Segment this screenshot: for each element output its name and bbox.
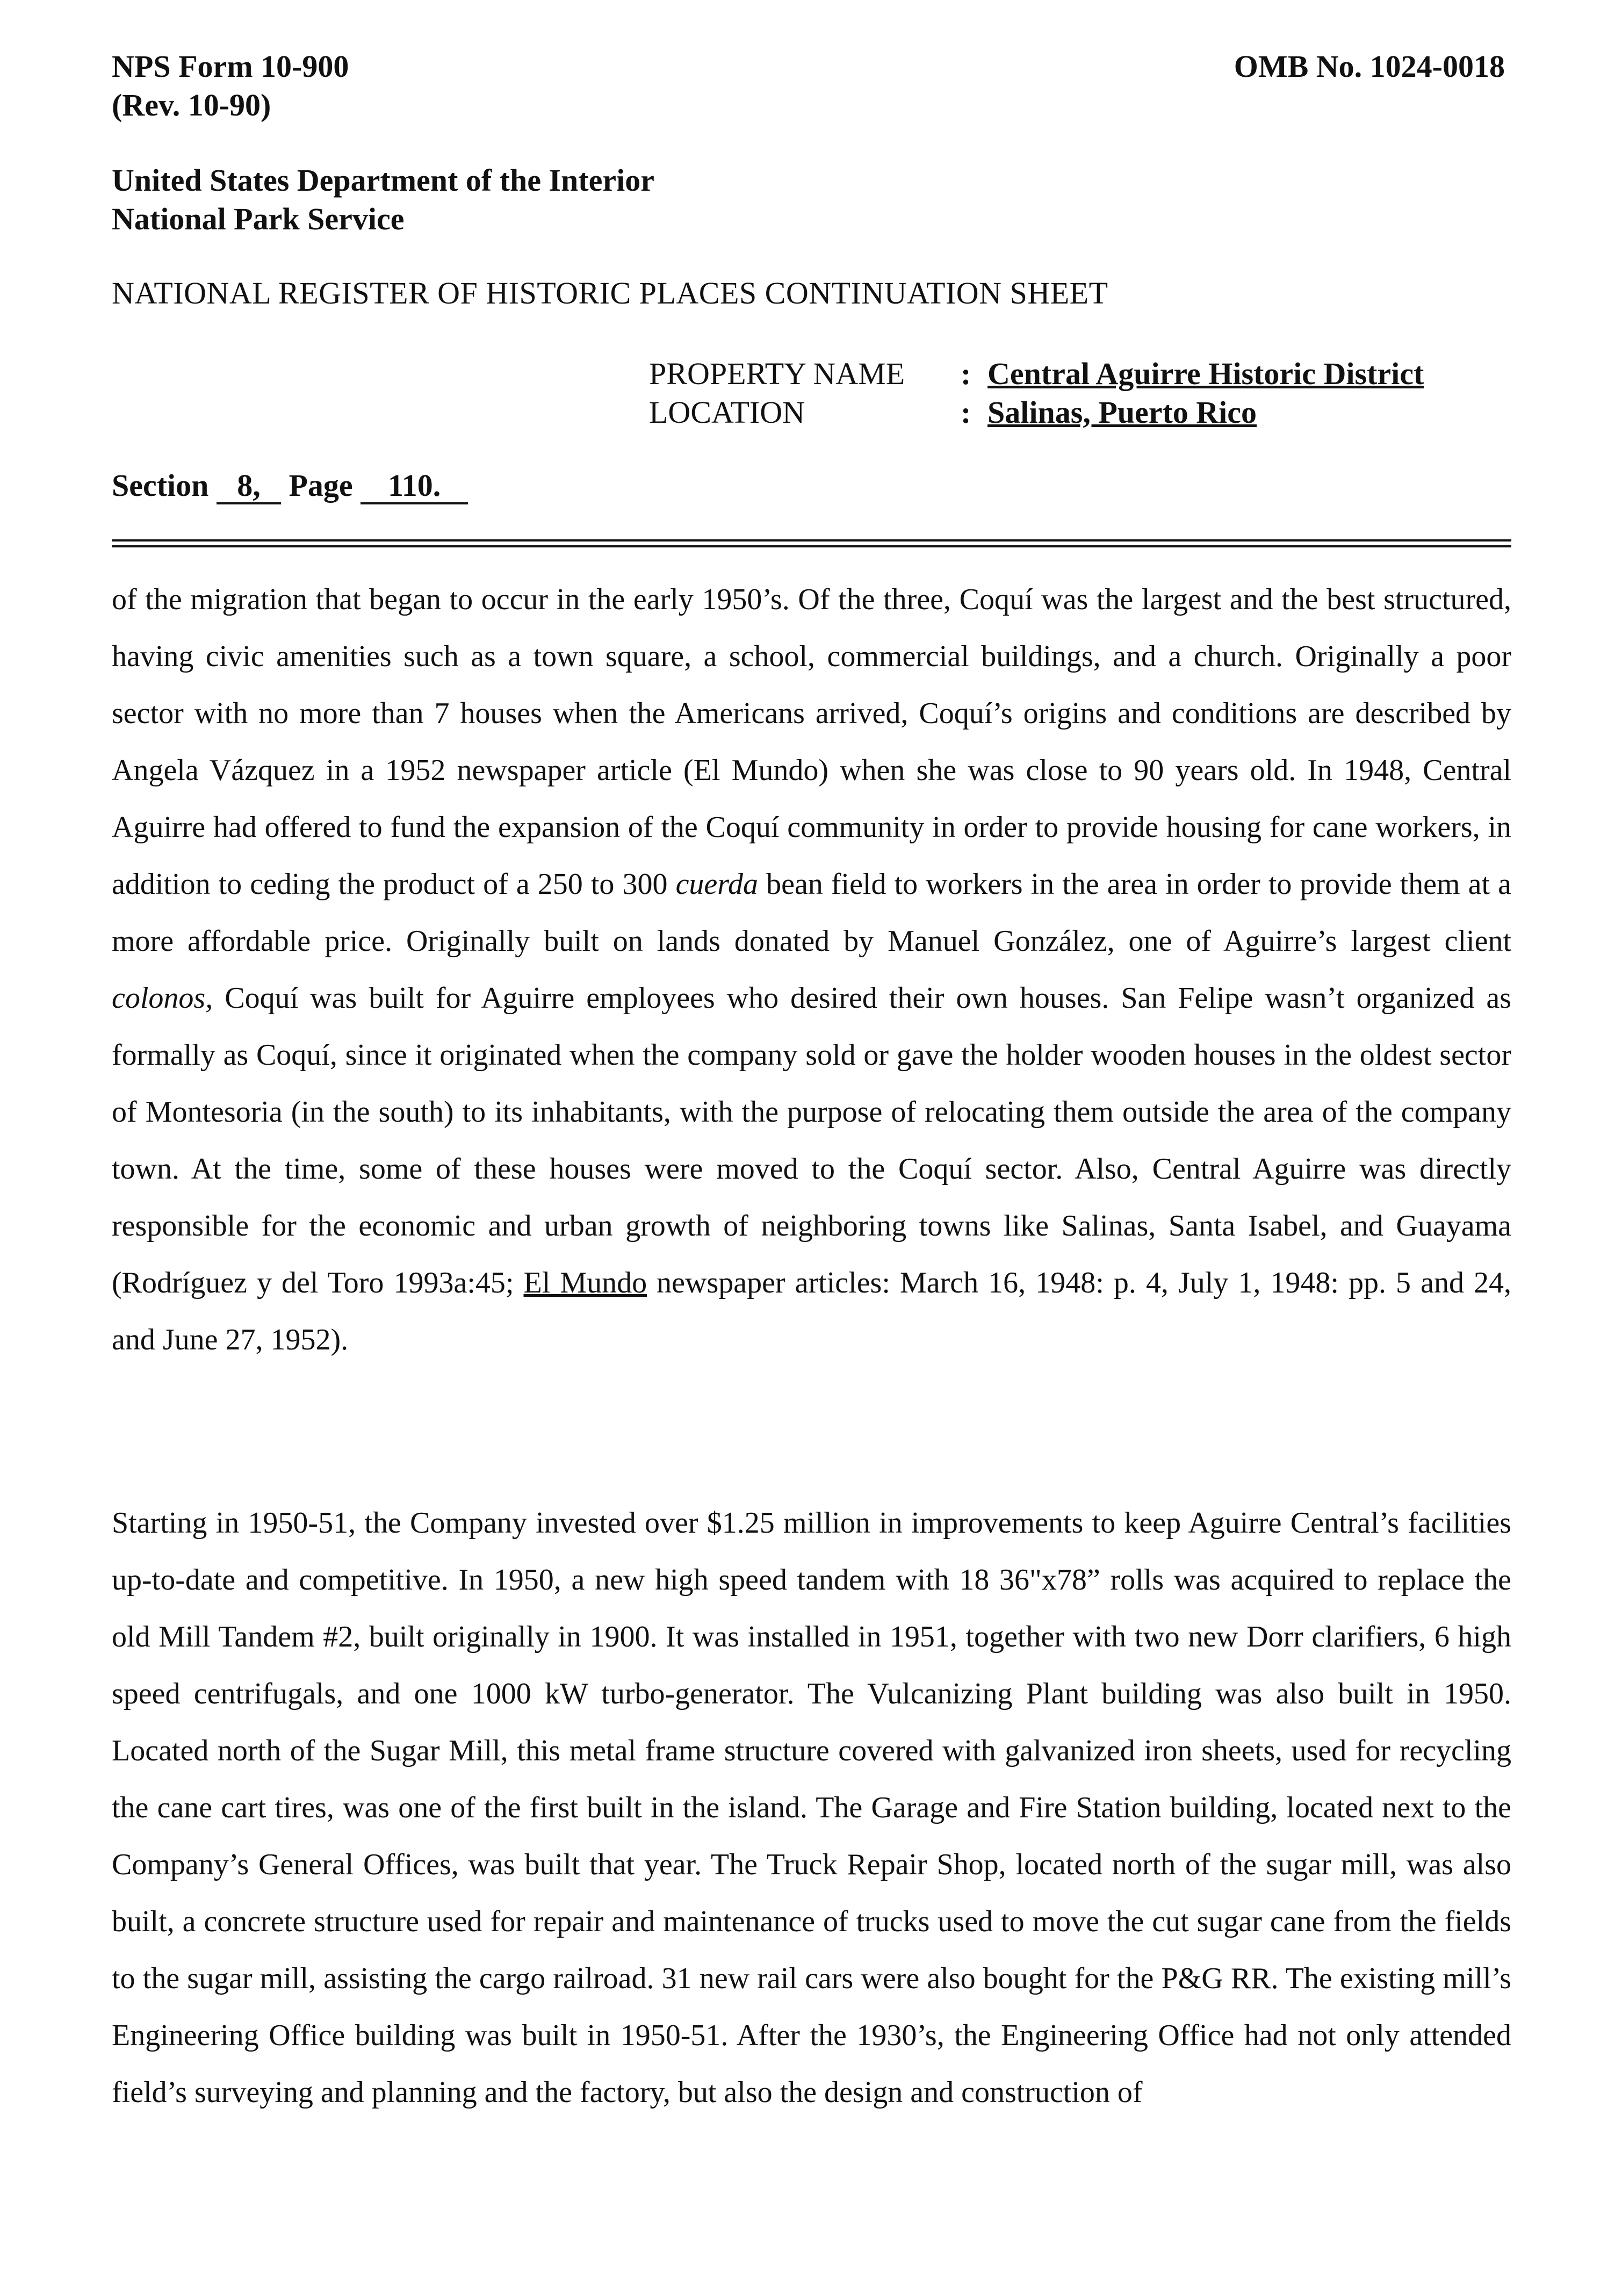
paragraph-2 [112,1494,1511,2121]
property-name-value: Central Aguirre Historic District [987,356,1424,391]
location-value: Salinas, Puerto Rico [987,395,1257,430]
page-period: . [432,468,441,503]
header-divider-bottom [112,545,1511,547]
department-name: United States Department of the Interior [112,163,654,198]
p1-italic-colonos: colonos, [112,981,213,1015]
page-label: Page [289,468,353,503]
section-page-line [112,466,468,505]
property-name-row [649,355,1424,393]
agency-name: National Park Service [112,201,405,236]
p1-segment-d: newspaper articles: March 16, 1948: p. 4, July 1, 1948: pp. 5 and 24, and June 27, 1952). [112,1266,1511,1356]
p1-italic-cuerda: cuerda [675,868,759,901]
omb-number: OMB No. 1024-0018 [1234,49,1505,84]
property-name-label: PROPERTY NAME [649,356,905,391]
section-number: 8 [237,468,253,503]
section-label: Section [112,468,209,503]
p1-segment-b: bean field to workers in the area in order to provide them at a more affordable price. Originally built on lands donated by Manuel González, one of Aguirre’s largest client [112,868,1511,958]
page-number-field [361,469,468,504]
location-row [649,393,1424,432]
page-number: 110 [387,468,433,503]
section-comma: , [253,468,261,503]
form-number: NPS Form 10-900 [112,49,349,84]
p1-underlined-el-mundo: El Mundo [523,1266,647,1299]
paragraph-1 [112,571,1511,1368]
form-identifier [112,47,349,125]
paragraph-1-text [112,571,1511,1368]
p1-segment-a: of the migration that began to occur in the early 1950’s. Of the three, Coquí was the largest and the best structured, having civic amenities such as a town square, a school, commercial buildings, and a church. Originally a poor sector with no more than 7 houses when the Americans arrived, Coquí’s origins and conditions are described by Angela Vázquez in a 1952 newspaper article (El Mundo) when she was close to 90 years old. In 1948, Central Aguirre had offered to fund the expansion of the Coquí community in order to provide housing for cane workers, in addition to ceding the product of a 250 to 300 [112,583,1511,901]
p1-segment-c: Coquí was built for Aguirre employees who desired their own houses. San Felipe wasn’t organized as formally as Coquí, since it originated when the company sold or gave the holder wooden houses in the oldest sector of Montesoria (in the south) to its inhabitants, with the purpose of relocating them outside the area of the company town. At the time, some of these houses were moved to the Coquí sector. Also, Central Aguirre was directly responsible for the economic and urban growth of neighboring towns like Salinas, Santa Isabel, and Guayama (Rodríguez y del Toro 1993a:45; [112,981,1511,1299]
location-separator: : [961,395,971,430]
property-name-separator: : [961,356,971,391]
header-divider-top [112,539,1511,541]
agency-block [112,161,654,239]
paragraph-2-text: Starting in 1950-51, the Company invested over $1.25 million in improvements to keep Aguirre Central’s facilities up-to-date and competitive. In 1950, a new high speed tandem with 18 36"x78” rolls was acquired to replace the old Mill Tandem #2, built originally in 1900. It was installed in 1951, together with two new Dorr clarifiers, 6 high speed centrifugals, and one 1000 kW turbo-generator. The Vulcanizing Plant building was also built in 1950. Located north of the Sugar Mill, this metal frame structure covered with galvanized iron sheets, used for recycling the cane cart tires, was one of the first built in the island. The Garage and Fire Station building, located next to the Company’s General Offices, was built that year. The Truck Repair Shop, located north of the sugar mill, was also built, a concrete structure used for repair and maintenance of trucks used to move the cut sugar cane from the fields to the sugar mill, assisting the cargo railroad. 31 new rail cars were also bought for the P&G RR. The existing mill’s Engineering Office building was built in 1950-51. After the 1930’s, the Engineering Office had not only attended field’s surveying and planning and the factory, but also the design and construction of [112,1506,1511,2109]
form-revision: (Rev. 10-90) [112,88,271,122]
section-number-field [217,469,281,504]
sheet-title: NATIONAL REGISTER OF HISTORIC PLACES CONTINUATION SHEET [112,276,1108,311]
location-label: LOCATION [649,395,805,430]
property-info [649,355,1424,432]
